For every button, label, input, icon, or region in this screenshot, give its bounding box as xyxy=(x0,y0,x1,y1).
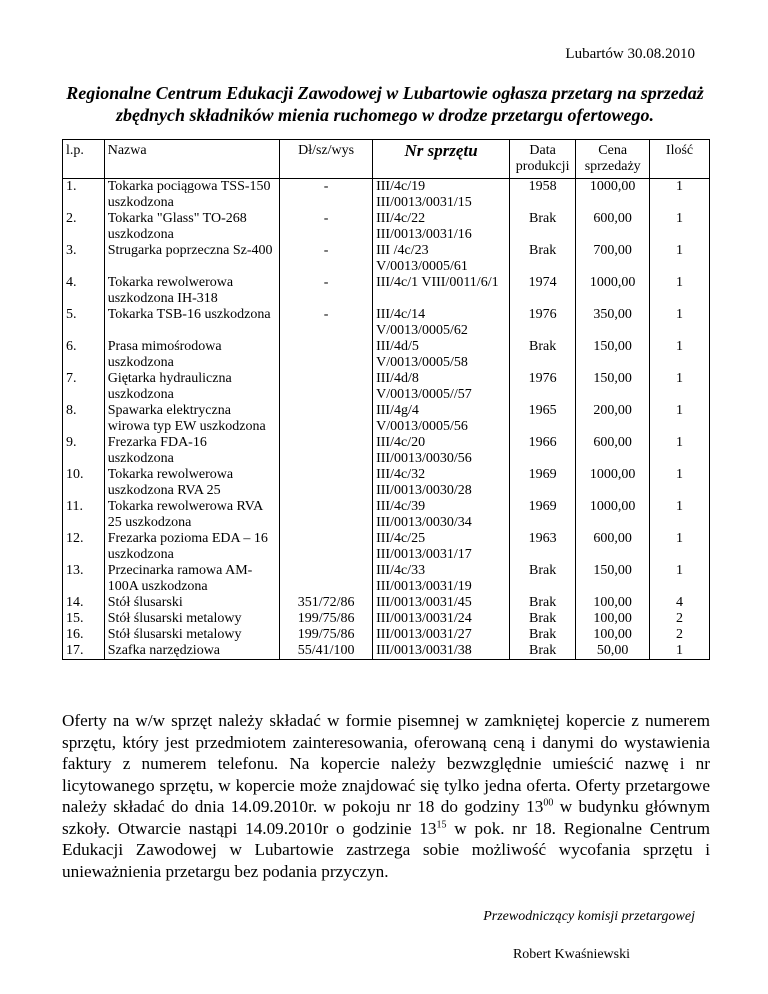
cell-dimensions: - xyxy=(280,211,373,243)
table-row xyxy=(63,563,710,595)
cell-dimensions: - xyxy=(280,307,373,339)
cell-name: Szafka narzędziowa xyxy=(104,643,279,660)
cell-price: 1000,00 xyxy=(576,275,650,307)
table-row xyxy=(63,243,710,275)
cell-quantity: 1 xyxy=(650,403,710,435)
cell-production-date: Brak xyxy=(509,595,575,611)
opening-minutes-superscript: 15 xyxy=(436,818,447,830)
cell-quantity: 1 xyxy=(650,339,710,371)
cell-name: Tokarka "Glass" TO-268 uszkodzona xyxy=(104,211,279,243)
cell-name: Stół ślusarski xyxy=(104,595,279,611)
cell-equipment-number: III/4d/8 V/0013/0005//57 xyxy=(373,371,510,403)
table-header-row xyxy=(63,140,710,179)
equipment-table-container xyxy=(62,139,710,660)
cell-name: Strugarka poprzeczna Sz-400 xyxy=(104,243,279,275)
cell-price: 600,00 xyxy=(576,211,650,243)
table-row xyxy=(63,499,710,531)
cell-equipment-number: III/4g/4 V/0013/0005/56 xyxy=(373,403,510,435)
cell-quantity: 1 xyxy=(650,179,710,212)
paragraph-part-1: Oferty na w/w sprzęt należy składać w formie pisemnej w zamkniętej kopercie z numerem sprzętu, który jest przedmiotem zainteresowania, oferowaną ceną i danymi do wystawienia faktury z numerem telefonu. Na kopercie należy bezwzględnie umieścić nazwę i nr licytowanego sprzętu, w kopercie może znajdować się tylko jedna oferta. Oferty przetargowe należy składać do dnia 14.09.2010r. w pokoju nr 18 do godziny 13 xyxy=(62,711,710,816)
cell-production-date: Brak xyxy=(509,611,575,627)
cell-production-date: 1958 xyxy=(509,179,575,212)
table-row xyxy=(63,275,710,307)
header-price: Cena sprzedaży xyxy=(576,140,650,179)
announcement-heading: Regionalne Centrum Edukacji Zawodowej w Lubartowie ogłasza przetarg na sprzedaż zbędnych składników mienia ruchomego w drodze przetargu ofertowego. xyxy=(66,83,704,125)
cell-name: Frezarka pozioma EDA – 16 uszkodzona xyxy=(104,531,279,563)
cell-equipment-number: III/4c/25 III/0013/0031/17 xyxy=(373,531,510,563)
paragraph-part-3: w pok. nr 18. Regionalne Centrum Edukacji Zawodowej w Lubartowie zastrzega sobie możliwość wycofania sprzętu i unieważnienia przetargu bez podania przyczyn. xyxy=(62,818,710,881)
cell-dimensions xyxy=(280,467,373,499)
cell-lp: 10. xyxy=(63,467,105,499)
cell-name: Prasa mimośrodowa uszkodzona xyxy=(104,339,279,371)
table-row xyxy=(63,643,710,660)
table-row xyxy=(63,627,710,643)
header-name: Nazwa xyxy=(104,140,279,179)
header-dimensions: Dł/sz/wys xyxy=(280,140,373,179)
cell-production-date: 1969 xyxy=(509,499,575,531)
cell-price: 350,00 xyxy=(576,307,650,339)
cell-dimensions xyxy=(280,531,373,563)
cell-name: Tokarka pociągowa TSS-150 uszkodzona xyxy=(104,179,279,212)
cell-quantity: 2 xyxy=(650,611,710,627)
cell-equipment-number: III/4c/32 III/0013/0030/28 xyxy=(373,467,510,499)
cell-price: 700,00 xyxy=(576,243,650,275)
cell-lp: 17. xyxy=(63,643,105,660)
cell-price: 150,00 xyxy=(576,371,650,403)
cell-production-date: Brak xyxy=(509,339,575,371)
document-date: Lubartów 30.08.2010 xyxy=(565,46,695,62)
signature-title: Przewodniczący komisji przetargowej xyxy=(483,909,695,924)
cell-dimensions xyxy=(280,435,373,467)
cell-production-date: 1976 xyxy=(509,307,575,339)
cell-production-date: Brak xyxy=(509,563,575,595)
cell-equipment-number: III/0013/0031/45 xyxy=(373,595,510,611)
table-body xyxy=(63,179,710,660)
table-row xyxy=(63,211,710,243)
cell-production-date: Brak xyxy=(509,627,575,643)
deadline-minutes-superscript: 00 xyxy=(543,797,554,809)
table-row xyxy=(63,611,710,627)
cell-equipment-number: III/4c/1 VIII/0011/6/1 xyxy=(373,275,510,307)
cell-dimensions: 351/72/86 xyxy=(280,595,373,611)
cell-price: 100,00 xyxy=(576,595,650,611)
cell-price: 1000,00 xyxy=(576,179,650,212)
cell-dimensions: 55/41/100 xyxy=(280,643,373,660)
cell-name: Tokarka rewolwerowa uszkodzona RVA 25 xyxy=(104,467,279,499)
cell-price: 1000,00 xyxy=(576,499,650,531)
cell-lp: 1. xyxy=(63,179,105,212)
cell-quantity: 1 xyxy=(650,467,710,499)
cell-name: Frezarka FDA-16 uszkodzona xyxy=(104,435,279,467)
cell-equipment-number: III /4c/23 V/0013/0005/61 xyxy=(373,243,510,275)
cell-equipment-number: III/0013/0031/27 xyxy=(373,627,510,643)
cell-price: 200,00 xyxy=(576,403,650,435)
cell-lp: 14. xyxy=(63,595,105,611)
cell-price: 1000,00 xyxy=(576,467,650,499)
cell-lp: 8. xyxy=(63,403,105,435)
cell-name: Giętarka hydrauliczna uszkodzona xyxy=(104,371,279,403)
header-quantity: Ilość xyxy=(650,140,710,179)
cell-equipment-number: III/4c/14 V/0013/0005/62 xyxy=(373,307,510,339)
cell-lp: 4. xyxy=(63,275,105,307)
cell-production-date: 1969 xyxy=(509,467,575,499)
cell-dimensions: - xyxy=(280,275,373,307)
cell-lp: 5. xyxy=(63,307,105,339)
cell-dimensions xyxy=(280,499,373,531)
cell-equipment-number: III/4c/39 III/0013/0030/34 xyxy=(373,499,510,531)
cell-equipment-number: III/4c/20 III/0013/0030/56 xyxy=(373,435,510,467)
cell-price: 600,00 xyxy=(576,435,650,467)
cell-quantity: 1 xyxy=(650,531,710,563)
table-row xyxy=(63,339,710,371)
cell-name: Przecinarka ramowa AM-100A uszkodzona xyxy=(104,563,279,595)
header-lp: l.p. xyxy=(63,140,105,179)
cell-dimensions xyxy=(280,403,373,435)
cell-equipment-number: III/4c/33 III/0013/0031/19 xyxy=(373,563,510,595)
cell-lp: 12. xyxy=(63,531,105,563)
table-row xyxy=(63,531,710,563)
cell-dimensions xyxy=(280,371,373,403)
table-row xyxy=(63,595,710,611)
cell-dimensions xyxy=(280,563,373,595)
cell-price: 600,00 xyxy=(576,531,650,563)
cell-quantity: 1 xyxy=(650,307,710,339)
cell-production-date: 1976 xyxy=(509,371,575,403)
cell-dimensions xyxy=(280,339,373,371)
cell-lp: 9. xyxy=(63,435,105,467)
cell-equipment-number: III/4c/19 III/0013/0031/15 xyxy=(373,179,510,212)
cell-dimensions: 199/75/86 xyxy=(280,611,373,627)
table-row xyxy=(63,371,710,403)
cell-lp: 3. xyxy=(63,243,105,275)
cell-production-date: 1974 xyxy=(509,275,575,307)
cell-quantity: 1 xyxy=(650,563,710,595)
cell-quantity: 1 xyxy=(650,371,710,403)
cell-price: 50,00 xyxy=(576,643,650,660)
cell-name: Spawarka elektryczna wirowa typ EW uszkodzona xyxy=(104,403,279,435)
cell-price: 100,00 xyxy=(576,611,650,627)
cell-name: Tokarka TSB-16 uszkodzona xyxy=(104,307,279,339)
table-row xyxy=(63,307,710,339)
cell-production-date: Brak xyxy=(509,643,575,660)
table-row xyxy=(63,179,710,212)
signature-name: Robert Kwaśniewski xyxy=(512,947,630,962)
cell-equipment-number: III/4c/22 III/0013/0031/16 xyxy=(373,211,510,243)
cell-quantity: 1 xyxy=(650,243,710,275)
table-row xyxy=(63,403,710,435)
cell-dimensions: - xyxy=(280,243,373,275)
cell-name: Tokarka rewolwerowa RVA 25 uszkodzona xyxy=(104,499,279,531)
cell-lp: 13. xyxy=(63,563,105,595)
cell-production-date: Brak xyxy=(509,211,575,243)
equipment-table xyxy=(62,139,710,660)
table-row xyxy=(63,435,710,467)
cell-lp: 2. xyxy=(63,211,105,243)
cell-lp: 6. xyxy=(63,339,105,371)
cell-quantity: 1 xyxy=(650,275,710,307)
cell-production-date: Brak xyxy=(509,243,575,275)
cell-price: 100,00 xyxy=(576,627,650,643)
cell-production-date: 1966 xyxy=(509,435,575,467)
cell-name: Stół ślusarski metalowy xyxy=(104,611,279,627)
cell-equipment-number: III/0013/0031/38 xyxy=(373,643,510,660)
cell-lp: 16. xyxy=(63,627,105,643)
cell-quantity: 1 xyxy=(650,643,710,660)
cell-equipment-number: III/4d/5 V/0013/0005/58 xyxy=(373,339,510,371)
cell-quantity: 1 xyxy=(650,499,710,531)
offer-instructions-paragraph xyxy=(62,710,710,882)
cell-name: Tokarka rewolwerowa uszkodzona IH-318 xyxy=(104,275,279,307)
cell-name: Stół ślusarski metalowy xyxy=(104,627,279,643)
cell-quantity: 2 xyxy=(650,627,710,643)
cell-production-date: 1965 xyxy=(509,403,575,435)
cell-lp: 7. xyxy=(63,371,105,403)
cell-quantity: 1 xyxy=(650,435,710,467)
header-production-date: Data produkcji xyxy=(509,140,575,179)
paragraph-part-2: w budynku głównym szkoły. Otwarcie nastąpi 14.09.2010r o godzinie 13 xyxy=(62,797,710,838)
cell-quantity: 4 xyxy=(650,595,710,611)
cell-lp: 11. xyxy=(63,499,105,531)
cell-lp: 15. xyxy=(63,611,105,627)
cell-quantity: 1 xyxy=(650,211,710,243)
cell-equipment-number: III/0013/0031/24 xyxy=(373,611,510,627)
cell-price: 150,00 xyxy=(576,563,650,595)
cell-price: 150,00 xyxy=(576,339,650,371)
header-equipment-number: Nr sprzętu xyxy=(373,140,510,179)
table-row xyxy=(63,467,710,499)
cell-dimensions: - xyxy=(280,179,373,212)
cell-production-date: 1963 xyxy=(509,531,575,563)
cell-dimensions: 199/75/86 xyxy=(280,627,373,643)
